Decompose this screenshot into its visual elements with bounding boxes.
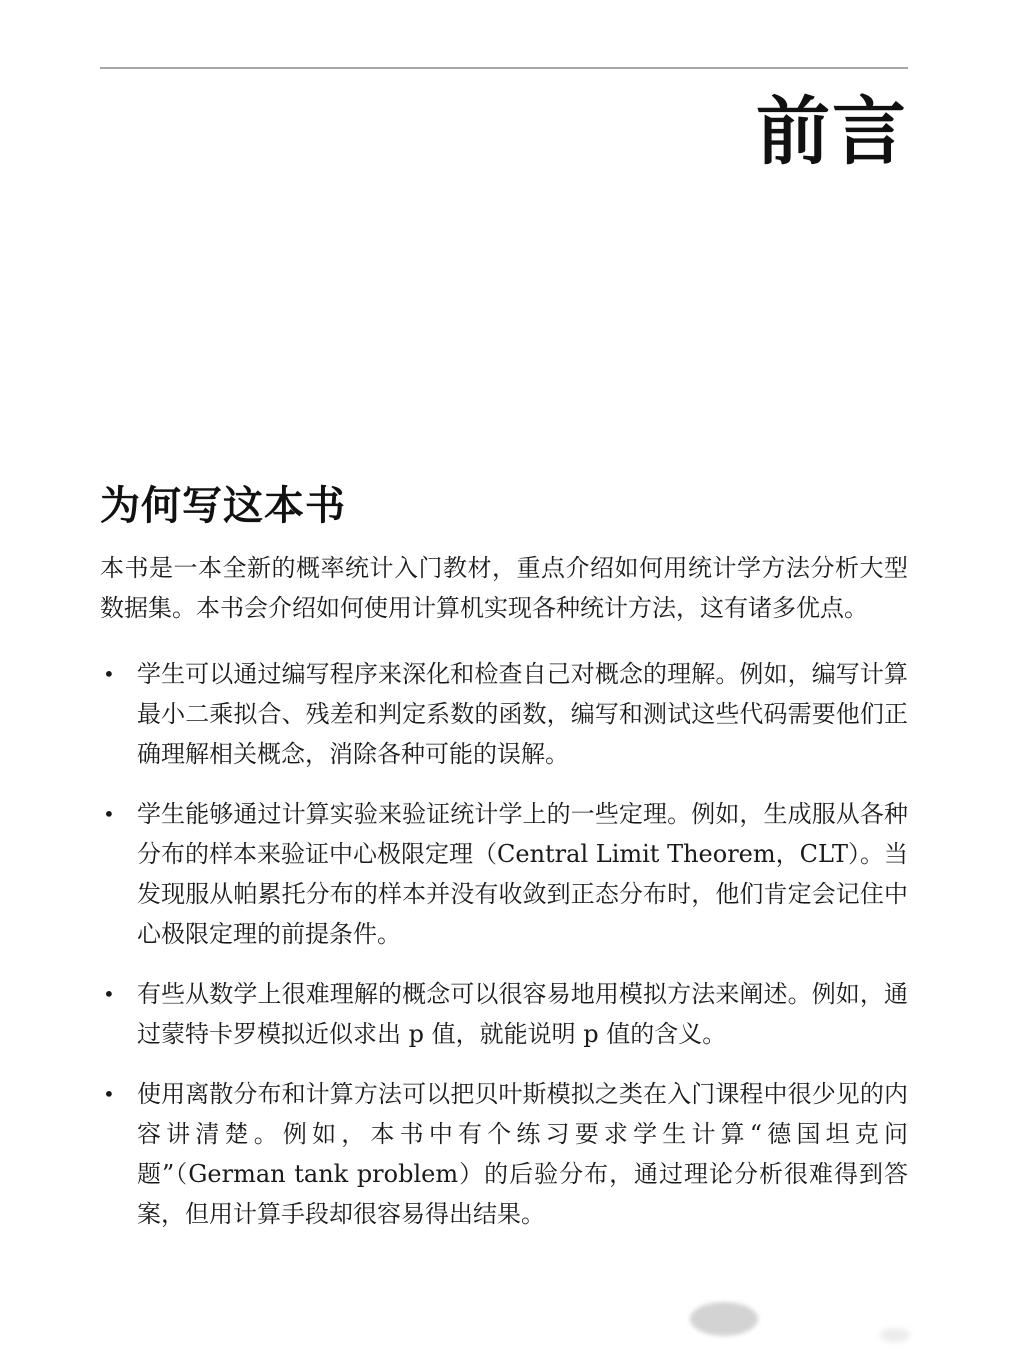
bullet-text: 学生可以通过编写程序来深化和检查自己对概念的理解。例如，编写计算最小二乘拟合、残差和判定系数的函数，编写和测试这些代码需要他们正确理解相关概念，消除各种可能的误解。 xyxy=(137,660,908,768)
smudge-mark xyxy=(690,1302,758,1336)
bullet-item xyxy=(100,974,908,1054)
bullet-list xyxy=(100,654,908,1234)
bullet-text: 学生能够通过计算实验来验证统计学上的一些定理。例如，生成服从各种分布的样本来验证中心极限定理（Central Limit Theorem，CLT）。当发现服从帕累托分布的样本并没有收敛到正态分布时，他们肯定会记住中心极限定理的前提条件。 xyxy=(137,800,908,948)
section-title: 为何写这本书 xyxy=(100,483,346,529)
top-rule xyxy=(100,67,908,69)
bullet-icon: • xyxy=(103,982,115,1006)
bullet-icon: • xyxy=(103,802,115,826)
bullet-item xyxy=(100,654,908,774)
body-content xyxy=(100,548,908,1254)
intro-paragraph: 本书是一本全新的概率统计入门教材，重点介绍如何用统计学方法分析大型数据集。本书会介绍如何使用计算机实现各种统计方法，这有诸多优点。 xyxy=(100,554,908,622)
bullet-text: 使用离散分布和计算方法可以把贝叶斯模拟之类在入门课程中很少见的内容讲清楚。例如，本书中有个练习要求学生计算“德国坦克问题”（German tank problem）的后验分布，通过理论分析很难得到答案，但用计算手段却很容易得出结果。 xyxy=(137,1080,908,1228)
chapter-title: 前言 xyxy=(756,89,908,175)
bullet-icon: • xyxy=(103,662,115,686)
bullet-icon: • xyxy=(103,1082,115,1106)
faint-smudge-mark xyxy=(880,1328,910,1342)
bullet-item xyxy=(100,1074,908,1234)
bullet-text: 有些从数学上很难理解的概念可以很容易地用模拟方法来阐述。例如，通过蒙特卡罗模拟近似求出 p 值，就能说明 p 值的含义。 xyxy=(137,980,908,1048)
bullet-item xyxy=(100,794,908,954)
